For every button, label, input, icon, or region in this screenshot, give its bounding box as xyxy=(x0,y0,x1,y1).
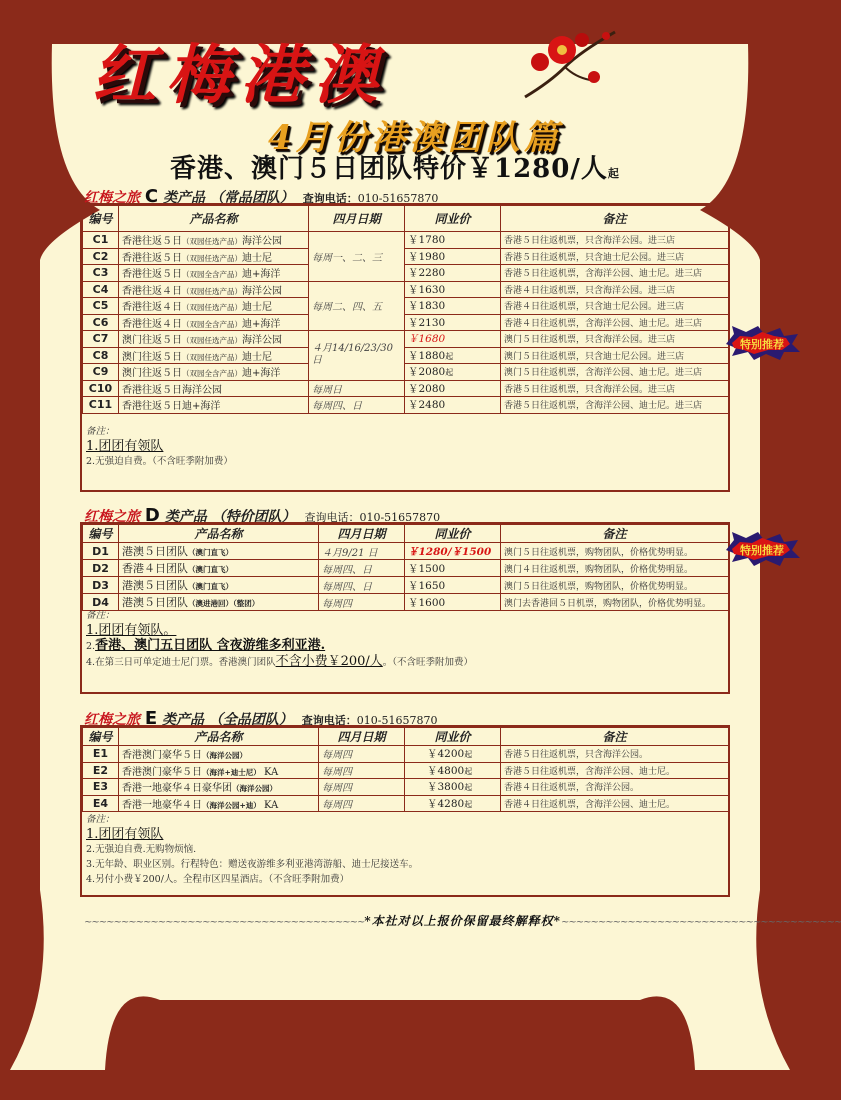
column-header: 编号 xyxy=(83,728,119,746)
column-header: 四月日期 xyxy=(309,206,405,232)
table-row: E1 香港澳门豪华５日（海洋公园） 每周四 ￥4200起 香港５日往返机票，只含海洋公园。 xyxy=(83,746,729,763)
footer-disclaimer: ~~~~~~~~~~~~~~~~~~~~~~~~~~~~~~~~~~~~~~*本社对以上报价保留最终解释权*~~~~~~~~~~~~~~~~~~~~~~~~~~~~~~~~~~~~~~ xyxy=(84,914,841,928)
section-c-table xyxy=(82,205,729,414)
section-e-table xyxy=(82,727,729,812)
column-header: 同业价 xyxy=(405,728,501,746)
table-row: C9 澳门往返５日（双园全含产品）迪+海洋 ￥2080起 澳门５日往返机票，含海洋公园、迪士尼。进三店 xyxy=(83,364,729,381)
table-row: C1 香港往返５日（双园任选产品）海洋公园 每周一、二、三 ￥1780 香港５日往返机票，只含海洋公园。进三店 xyxy=(83,232,729,249)
section-d-table xyxy=(82,524,729,611)
table-row: D3 港澳５日团队（澳门直飞） 每周四、日 ￥1650 澳门５日往返机票，购物团队，价格优势明显。 xyxy=(83,577,729,594)
column-header: 备注 xyxy=(501,525,729,543)
section-d-title: 红梅之旅 D 类产品 （特价团队） 查询电话：010-51657870 xyxy=(84,505,441,526)
table-row: C5 香港往返４日（双园任选产品）迪士尼 ￥1830 香港４日往返机票，只含迪士尼公园。进三店 xyxy=(83,298,729,315)
table-row: C7 澳门往返５日（双园任选产品）海洋公园 ４月14/16/23/30 日 ￥1680 澳门５日往返机票，只含海洋公园。进三店 xyxy=(83,331,729,348)
table-header-row xyxy=(83,525,729,543)
headline-price: 香港、澳门５日团队特价￥1280/人起 xyxy=(170,154,620,184)
page-subtitle: 4月份港澳团队篇 xyxy=(268,118,562,158)
table-header-row xyxy=(83,728,729,746)
table-row: C4 香港往返４日（双园任选产品）海洋公园 每周二、四、五 ￥1630 香港４日往返机票，只含海洋公园。进三店 xyxy=(83,281,729,298)
page-title: 红梅港澳 xyxy=(92,38,388,113)
plum-blossom-icon xyxy=(520,22,620,102)
svg-text:特别推荐: 特别推荐 xyxy=(740,544,784,557)
column-header: 编号 xyxy=(83,525,119,543)
table-row: D4 港澳５日团队（澳进港回）（整团） 每周四 ￥1600 澳门去香港回５日机票，购物团队，价格优势明显。 xyxy=(83,594,729,611)
column-header: 同业价 xyxy=(405,525,501,543)
svg-text:特别推荐: 特别推荐 xyxy=(740,338,784,351)
table-row: D1 港澳５日团队（澳门直飞） ４月9/21 日 ￥1280/￥1500 澳门５日往返机票，购物团队，价格优势明显。 xyxy=(83,543,729,560)
table-row: E2 香港澳门豪华５日（海洋+迪士尼） KA 每周四 ￥4800起 香港５日往返机票，含海洋公园、迪士尼。 xyxy=(83,762,729,779)
section-e-title: 红梅之旅 E 类产品 （全品团队） 查询电话：010-51657870 xyxy=(84,708,438,729)
column-header: 备注 xyxy=(501,206,729,232)
table-row: E4 香港一地豪华４日（海洋公园+迪） KA 每周四 ￥4280起 香港４日往返机票，含海洋公园、迪士尼。 xyxy=(83,795,729,812)
table-row: C6 香港往返４日（双园全含产品）迪+海洋 ￥2130 香港４日往返机票，含海洋公园、迪士尼。进三店 xyxy=(83,314,729,331)
column-header: 产品名称 xyxy=(119,525,319,543)
column-header: 四月日期 xyxy=(319,728,405,746)
table-row: C11 香港往返５日迪+海洋 每周四、日 ￥2480 香港５日往返机票，含海洋公园、迪士尼。进三店 xyxy=(83,397,729,414)
column-header: 产品名称 xyxy=(119,206,309,232)
section-c-title: 红梅之旅 C 类产品 （常品团队） 查询电话：010-51657870 xyxy=(84,186,439,207)
column-header: 同业价 xyxy=(405,206,501,232)
column-header: 四月日期 xyxy=(319,525,405,543)
table-row: D2 香港４日团队（澳门直飞） 每周四、日 ￥1500 澳门４日往返机票，购物团队，价格优势明显。 xyxy=(83,560,729,577)
table-row: C3 香港往返５日（双园全含产品）迪+海洋 ￥2280 香港５日往返机票，含海洋公园、迪士尼。进三店 xyxy=(83,265,729,282)
table-row: C2 香港往返５日（双园任选产品）迪士尼 ￥1980 香港５日往返机票，只含迪士尼公园。进三店 xyxy=(83,248,729,265)
column-header: 编号 xyxy=(83,206,119,232)
column-header: 备注 xyxy=(501,728,729,746)
section-d-notes: 备注： 1.团团有领队。 2.香港、澳门五日团队 含夜游维多利亚港. 4.在第三日可单定迪士尼门票。香港澳门团队不含小费￥200/人。（不含旺季附加费） xyxy=(86,610,474,669)
section-e-notes: 备注： 1.团团有领队 2.无强迫自费.无购物烦恼. 3.无年龄、职业区别。行程特色：赠送夜游维多利亚港湾游船、迪士尼接送车。 4.另付小费￥200/人。全程市区四星酒店。（不含旺季附加费） xyxy=(86,814,419,885)
table-row: E3 香港一地豪华４日豪华团（海洋公园） 每周四 ￥3800起 香港４日往返机票，含海洋公园。 xyxy=(83,779,729,796)
section-c-notes: 备注： 1.团团有领队 2.无强迫自费。（不含旺季附加费） xyxy=(86,426,233,467)
column-header: 产品名称 xyxy=(119,728,319,746)
table-header-row xyxy=(83,206,729,232)
table-row: C8 澳门往返５日（双园任选产品）迪士尼 ￥1880起 澳门５日往返机票，只含迪士尼公园。进三店 xyxy=(83,347,729,364)
special-recommend-badge xyxy=(724,326,800,360)
table-row: C10 香港往返５日海洋公园 每周日 ￥2080 香港５日往返机票，只含海洋公园。进三店 xyxy=(83,380,729,397)
special-recommend-badge xyxy=(724,532,800,566)
